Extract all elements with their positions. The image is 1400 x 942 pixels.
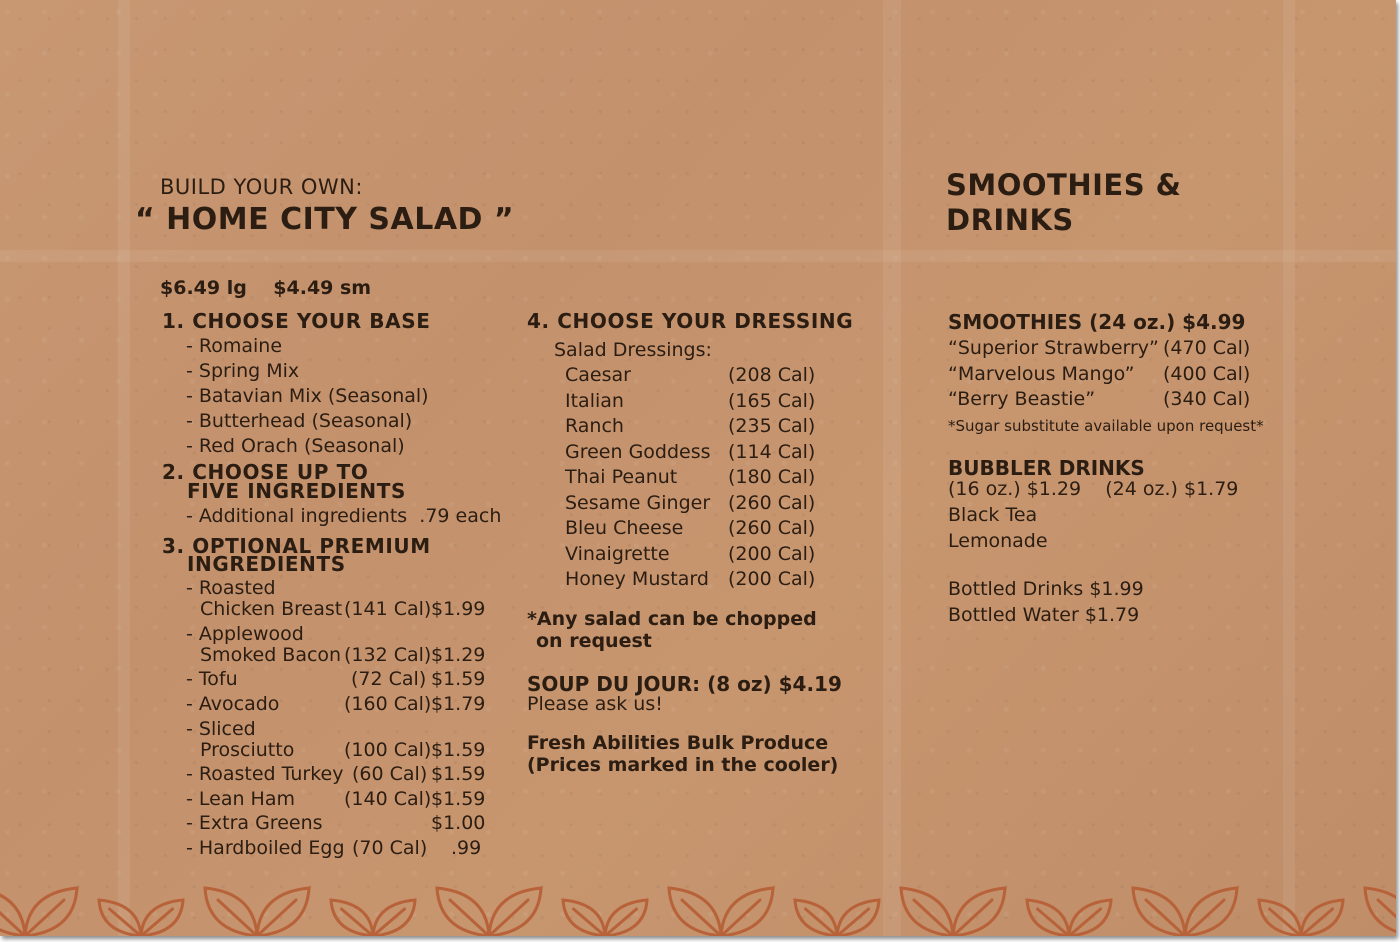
salad-kicker: BUILD YOUR OWN: bbox=[160, 175, 363, 199]
smoothie-cal: (400 Cal) bbox=[1163, 362, 1251, 385]
premium-name: Prosciutto bbox=[200, 739, 295, 761]
premium-cal: (72 Cal) bbox=[351, 668, 427, 690]
premium-name: - Avocado bbox=[186, 693, 280, 715]
drinks-title-line1: SMOOTHIES & bbox=[946, 168, 1182, 202]
dressing-cal: (260 Cal) bbox=[728, 491, 816, 514]
premium-cal: (60 Cal) bbox=[352, 763, 428, 785]
step4-heading: 4. CHOOSE YOUR DRESSING bbox=[527, 309, 854, 333]
salad-prices: $6.49 lg $4.49 sm bbox=[160, 277, 372, 299]
bubbler-item: Lemonade bbox=[948, 530, 1048, 552]
salad-title: “ HOME CITY SALAD ” bbox=[135, 202, 515, 237]
soup-heading: SOUP DU JOUR: (8 oz) $4.19 bbox=[527, 672, 842, 696]
dressing-cal: (180 Cal) bbox=[728, 466, 816, 488]
premium-cal: (100 Cal) bbox=[344, 739, 432, 761]
dressing-name: Thai Peanut bbox=[565, 466, 678, 488]
dressing-subheading: Salad Dressings: bbox=[554, 339, 712, 361]
list-item: - Spring Mix bbox=[186, 360, 300, 382]
fold-band bbox=[0, 250, 1396, 262]
premium-cal: (140 Cal) bbox=[344, 788, 432, 810]
smoothie-cal: (470 Cal) bbox=[1163, 337, 1251, 359]
list-item: - Butterhead (Seasonal) bbox=[186, 410, 413, 432]
sugar-note: *Sugar substitute available upon request* bbox=[948, 417, 1264, 435]
premium-line1: - Applewood bbox=[186, 623, 304, 645]
smoothie-name: “Berry Beastie” bbox=[948, 388, 1096, 410]
bottled-water: Bottled Water $1.79 bbox=[948, 604, 1140, 626]
premium-line1: - Sliced bbox=[186, 718, 256, 740]
dressing-cal: (200 Cal) bbox=[728, 542, 816, 565]
premium-price: $1.99 bbox=[431, 598, 486, 620]
bottled-drinks: Bottled Drinks $1.99 bbox=[948, 578, 1144, 600]
smoothie-cal: (340 Cal) bbox=[1163, 388, 1251, 410]
list-item: - Red Orach (Seasonal) bbox=[186, 435, 405, 457]
step2-heading-line2: FIVE INGREDIENTS bbox=[187, 479, 406, 503]
smoothie-names bbox=[948, 336, 1159, 413]
premium-price: $1.59 bbox=[431, 763, 486, 785]
bubbler-heading: BUBBLER DRINKS bbox=[948, 456, 1145, 480]
premium-price: $1.59 bbox=[431, 788, 486, 810]
premium-name: - Roasted Turkey bbox=[186, 763, 344, 785]
dressing-cal: (114 Cal) bbox=[728, 440, 816, 463]
premium-cal: (160 Cal) bbox=[344, 693, 432, 715]
fold-band bbox=[118, 0, 130, 936]
premium-price: .99 bbox=[451, 837, 482, 859]
dressing-name: Honey Mustard bbox=[565, 568, 709, 590]
premium-name: - Hardboiled Egg bbox=[186, 837, 345, 859]
smoothie-name: “Superior Strawberry” bbox=[948, 337, 1159, 359]
premium-price: $1.79 bbox=[431, 693, 486, 715]
premium-cal: (132 Cal) bbox=[344, 644, 432, 666]
drinks-title-line2: DRINKS bbox=[946, 203, 1074, 237]
dressing-cal: (165 Cal) bbox=[728, 389, 816, 412]
premium-price: $1.59 bbox=[431, 668, 486, 690]
step3-heading-line2: INGREDIENTS bbox=[187, 552, 346, 576]
dressing-name: Bleu Cheese bbox=[565, 517, 684, 539]
premium-price: $1.00 bbox=[431, 812, 486, 834]
premium-line1: - Roasted bbox=[186, 577, 276, 599]
smoothies-heading: SMOOTHIES (24 oz.) $4.99 bbox=[948, 310, 1246, 334]
chopped-note-line1: *Any salad can be chopped bbox=[527, 608, 817, 630]
base-list bbox=[186, 334, 429, 459]
bulk-line2: (Prices marked in the cooler) bbox=[527, 754, 839, 776]
dressing-name: Caesar bbox=[565, 364, 631, 386]
dressing-name: Italian bbox=[565, 389, 624, 412]
leaf-border-decoration bbox=[0, 868, 1396, 936]
premium-name: - Lean Ham bbox=[186, 788, 295, 810]
premium-name: Chicken Breast bbox=[200, 598, 343, 620]
chopped-note-line2: on request bbox=[536, 630, 652, 652]
dressing-name: Green Goddess bbox=[565, 440, 711, 463]
dressing-name: Sesame Ginger bbox=[565, 491, 711, 514]
additional-note: - Additional ingredients .79 each bbox=[186, 505, 502, 527]
premium-name: - Tofu bbox=[186, 668, 238, 690]
bulk-line1: Fresh Abilities Bulk Produce bbox=[527, 732, 829, 754]
soup-note: Please ask us! bbox=[527, 693, 663, 715]
premium-name: - Extra Greens bbox=[186, 812, 323, 834]
leaf-shape bbox=[0, 888, 25, 936]
dressing-name: Vinaigrette bbox=[565, 542, 670, 565]
dressing-calories bbox=[728, 363, 815, 593]
dressing-cal: (235 Cal) bbox=[728, 415, 816, 437]
premium-name: Smoked Bacon bbox=[200, 644, 342, 666]
list-item: - Batavian Mix (Seasonal) bbox=[186, 385, 429, 407]
fold-band bbox=[1283, 0, 1295, 936]
bubbler-item: Black Tea bbox=[948, 504, 1038, 526]
dressing-cal: (260 Cal) bbox=[728, 517, 816, 539]
bubbler-sizes: (16 oz.) $1.29 (24 oz.) $1.79 bbox=[948, 478, 1239, 500]
smoothie-calories bbox=[1163, 336, 1250, 413]
dressing-cal: (200 Cal) bbox=[728, 568, 816, 590]
premium-cal: (70 Cal) bbox=[352, 837, 428, 859]
step1-heading: 1. CHOOSE YOUR BASE bbox=[162, 309, 431, 333]
dressing-cal: (208 Cal) bbox=[728, 364, 816, 386]
step2-heading-line1: 2. CHOOSE UP TO bbox=[162, 460, 369, 484]
list-item: - Romaine bbox=[186, 335, 283, 357]
premium-price: $1.29 bbox=[431, 644, 486, 666]
fold-band bbox=[883, 0, 901, 936]
dressing-name: Ranch bbox=[565, 415, 624, 437]
step3-heading-line1: 3. OPTIONAL PREMIUM bbox=[162, 534, 431, 558]
dressing-names bbox=[565, 363, 711, 593]
premium-cal: (141 Cal) bbox=[344, 598, 432, 620]
premium-price: $1.59 bbox=[431, 739, 486, 761]
smoothie-name: “Marvelous Mango” bbox=[948, 362, 1135, 385]
